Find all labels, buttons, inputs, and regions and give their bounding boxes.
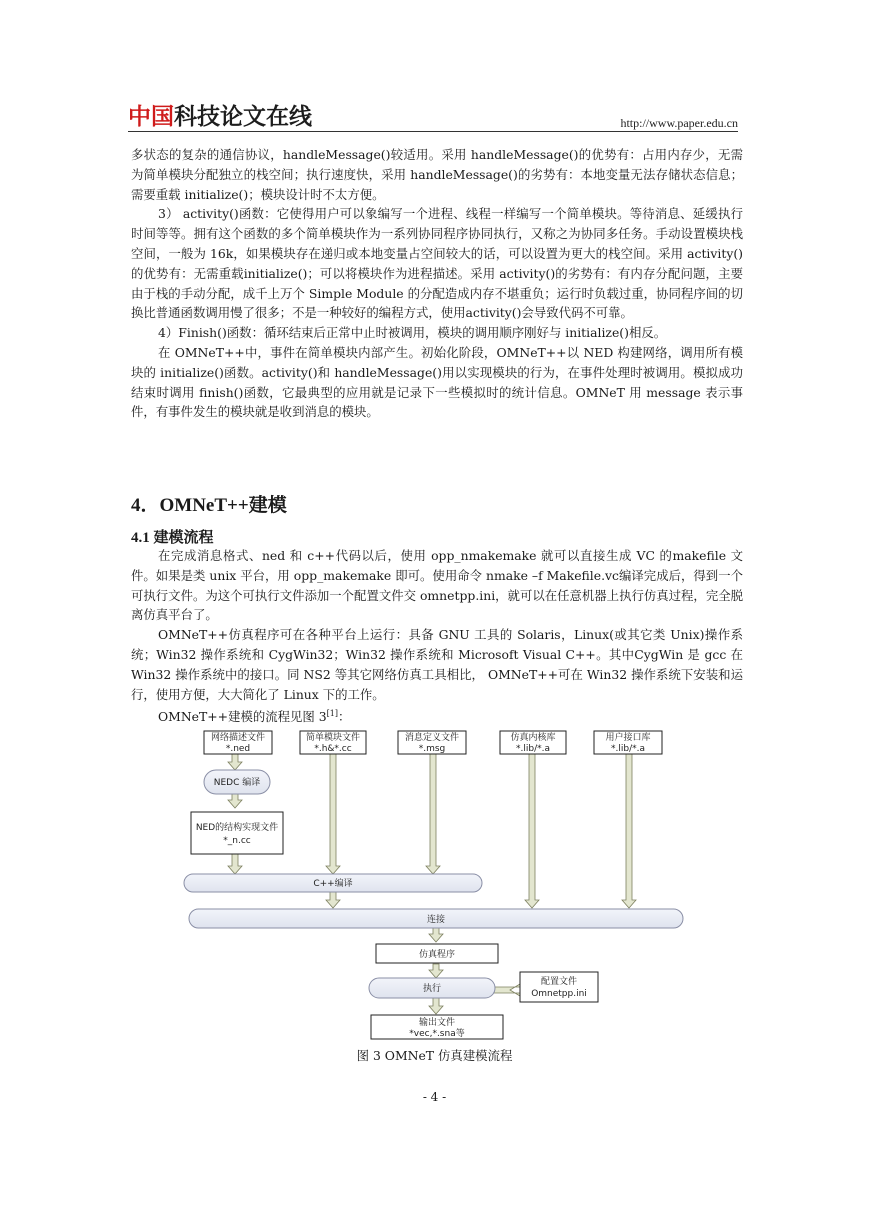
- label-output-ext: *vec,*.sna等: [409, 1029, 465, 1039]
- page-number: - 4 -: [422, 1090, 447, 1104]
- figure-reference: [131, 704, 743, 727]
- logo-red-text: 中国: [128, 104, 174, 130]
- label-simple-mod-title: 简单模块文件: [305, 733, 361, 743]
- label-net-desc-ext: *.ned: [225, 744, 251, 754]
- label-sim-kernel-title: 仿真内核库: [510, 733, 556, 743]
- arrow-shaft: [426, 750, 440, 874]
- arrow-shaft: [429, 927, 443, 942]
- paragraph: 多状态的复杂的通信协议，handleMessage()较适用。采用 handleMessage()的优势有：占用内存少，无需为简单模块分配独立的栈空间；执行速度快，采用 handleMessage()的劣势有：本地变量无法存储状态信息；需要重载 initialize()；模块设计时不太方便。: [131, 147, 743, 202]
- box-ned-impl: [191, 812, 283, 854]
- label-net-desc-title: 网络描述文件: [210, 733, 266, 743]
- header-url[interactable]: http://www.paper.edu.cn: [620, 116, 738, 130]
- label-msg-def-title: 消息定义文件: [404, 733, 460, 743]
- arrow-shaft: [622, 750, 636, 908]
- label-ned-impl-ext: *_n.cc: [223, 836, 251, 846]
- label-sim-program: 仿真程序: [418, 950, 456, 960]
- body-top: [131, 145, 743, 422]
- figure-ref-tail: ：: [337, 709, 351, 725]
- paragraph: OMNeT++仿真程序可在各种平台上运行：具备 GNU 工具的 Solaris，Linux(或其它类 Unix)操作系统；Win32 操作系统和 CygWin32；Win32 操作系统和 Microsoft Visual C++。其中CygWin 是 gcc 在 Win32 操作系统中的接口。同 NS2 等其它网络仿真工具相比， OMNeT++可在 Win32 操作系统下安装和运行，使用方便，大大简化了 Linux 下的工作。: [131, 627, 743, 702]
- flow-diagram-svg: [180, 728, 700, 1048]
- label-simple-mod-ext: *.h&*.cc: [314, 744, 352, 754]
- label-sim-kernel-ext: *.lib/*.a: [516, 744, 550, 754]
- label-nedc: NEDC 编译: [213, 778, 261, 788]
- arrow-left: [494, 984, 520, 996]
- label-output-title: 输出文件: [418, 1018, 456, 1028]
- arrow-shaft: [326, 750, 340, 874]
- page-header: [128, 104, 738, 134]
- arrow-shaft: [525, 750, 539, 908]
- flow-diagram: [180, 728, 700, 1048]
- body-bottom: [131, 546, 743, 727]
- citation: [1]: [326, 709, 338, 719]
- label-config-ext: Omnetpp.ini: [531, 989, 587, 999]
- label-config-title: 配置文件: [540, 977, 578, 987]
- section-heading: 4．OMNeT++建模: [131, 495, 287, 516]
- arrow-shaft: [326, 892, 340, 908]
- paragraph: 4）Finish()函数：循环结束后正常中止时被调用，模块的调用顺序刚好与 initialize()相反。: [158, 325, 667, 341]
- figure-caption: 图 3 OMNeT 仿真建模流程: [356, 1048, 513, 1063]
- label-link: 连接: [426, 915, 446, 925]
- paragraph: 在 OMNeT++中，事件在简单模块内部产生。初始化阶段，OMNeT++以 NED 构建网络，调用所有模块的 initialize()函数。activity()和 handleMessage()用以实现模块的行为，在事件处理时被调用。模拟成功结束时调用 finish()函数，它最典型的应用就是记录下一些模拟时的统计信息。OMNeT 用 message 表示事件，有事件发生的模块就是收到消息的模块。: [131, 344, 743, 420]
- header-rule: [128, 131, 738, 132]
- label-ned-impl-title: NED的结构实现文件: [195, 823, 279, 833]
- arrow-shaft: [429, 998, 443, 1014]
- label-msg-def-ext: *.msg: [418, 744, 446, 754]
- logo-dark-text: 科技论文在线: [174, 104, 312, 130]
- subsection-heading: 4.1 建模流程: [131, 530, 214, 546]
- label-execute: 执行: [422, 984, 442, 994]
- label-user-iface-title: 用户接口库: [605, 733, 651, 743]
- journal-logo: [128, 104, 312, 130]
- label-cpp-compile: C++编译: [313, 879, 353, 889]
- figure-ref-text: OMNeT++建模的流程见图 3: [158, 709, 327, 725]
- label-user-iface-ext: *.lib/*.a: [611, 744, 645, 754]
- arrow-shaft: [429, 964, 443, 978]
- arrow-shaft: [228, 794, 242, 808]
- paragraph: 在完成消息格式、ned 和 c++代码以后，使用 opp_nmakemake 就可以直接生成 VC 的makefile 文件。如果是类 unix 平台，用 opp_makemake 即可。使用命令 nmake –f Makefile.vc编译完成后，得到一个可执行文件。为这个可执行文件添加一个配置文件交 omnetpp.ini，就可以在任意机器上执行仿真过程，完全脱离仿真平台了。: [131, 548, 743, 623]
- paragraph: 3） activity()函数：它使得用户可以象编写一个进程、线程一样编写一个简单模块。等待消息、延缓执行时间等等。拥有这个函数的多个简单模块作为一系列协同程序协同执行，又称之为协同多任务。手动设置模块栈空间，一般为 16k，如果模块存在递归或本地变量占空间较大的话，可以设置为更大的栈空间。采用 activity()的优势有：无需重载initialize()；可以将模块作为进程描述。采用 activity()的劣势有：有内存分配问题，主要由于栈的手动分配，成千上万个 Simple Module 的分配造成内存不堪重负；运行时负载过重，协同程序间的切换比普通函数调用慢了很多；不是一种较好的编程方式，使用activity()会导致代码不可靠。: [131, 206, 743, 321]
- arrow-shaft: [228, 854, 242, 874]
